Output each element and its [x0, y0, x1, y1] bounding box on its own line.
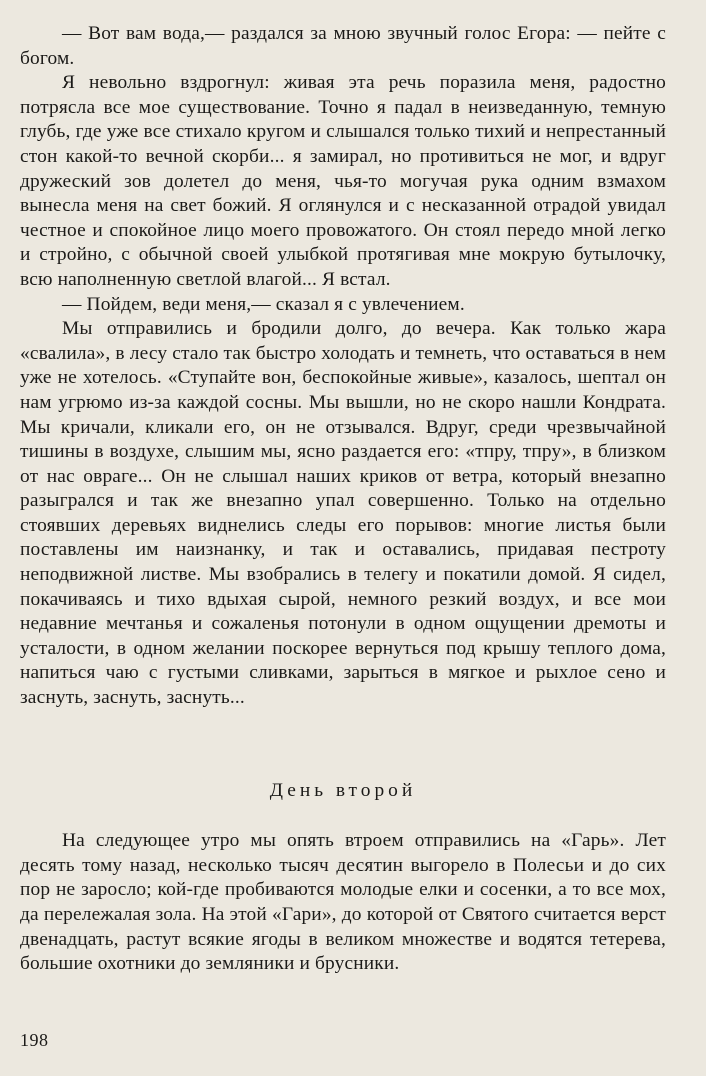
page-number: 198 [20, 1030, 49, 1050]
paragraph: Мы отправились и бродили долго, до вечера. Как только жара «свалила», в лесу стало так быстро холодать и темнеть, что оставаться в нем уже не хотелось. «Ступайте вон, беспокойные живые», казалось, шептал он нам угрюмо из-за каждой сосны. Мы вышли, но не скоро нашли Кондрата. Мы кричали, кликали его, он не отзывался. Вдруг, среди чрезвычайной тишины в воздухе, слышим мы, ясно раздается его: «тпру, тпру», в близком от нас овраге... Он не слышал наших криков от ветра, который внезапно разыгрался и так же внезапно упал совершенно. Только на отдельно стоявших деревьях виднелись следы его порывов: многие листья были поставлены им наизнанку, и так и оставались, придавая пестроту неподвижной листве. Мы взобрались в телегу и покатили домой. Я сидел, покачиваясь и тихо вдыхая сырой, немного резкий воздух, и все мои недавние мечтанья и сожаленья потонули в одном ощущении дремоты и усталости, в одном желании поскорее вернуться под крышу теплого дома, напиться чаю с густыми сливками, зарыться в мягкое и рыхлое сено и заснуть, заснуть, заснуть... [20, 318, 666, 709]
paragraph: На следующее утро мы опять втроем отправились на «Гарь». Лет десять тому назад, несколько тысяч десятин выгорело в Полесьи и до сих пор не заросло; кой-где пробиваются молодые елки и сосенки, а то все мох, да перележалая зола. На этой «Гари», до которой от Святого считается верст двенадцать, растут всякие ягоды в великом множестве и водятся тетерева, большие охотники до земляники и брусники. [20, 830, 666, 975]
paragraph: Я невольно вздрогнул: живая эта речь поразила меня, радостно потрясла все мое существование. Точно я падал в неизведанную, темную глубь, где уже все стихало кругом и слышался только тихий и непрестанный стон какой-то вечной скорби... я замирал, но противиться не мог, и вдруг дружеский зов долетел до меня, чья-то могучая рука одним взмахом вынесла меня на свет божий. Я оглянулся и с несказанной отрадой увидал честное и спокойное лицо моего провожатого. Он стоял передо мной легко и стройно, с обычной своей улыбкой протягивая мне мокрую бутылочку, всю наполненную светлой влагой... Я встал. [20, 72, 666, 290]
paragraph: — Пойдем, веди меня,— сказал я с увлечением. [62, 293, 465, 315]
text-top [20, 22, 666, 711]
text-bottom [20, 829, 666, 977]
paragraph: — Вот вам вода,— раздался за мною звучный голос Егора: — пейте с богом. [20, 23, 666, 69]
chapter-heading: День второй [269, 779, 417, 801]
